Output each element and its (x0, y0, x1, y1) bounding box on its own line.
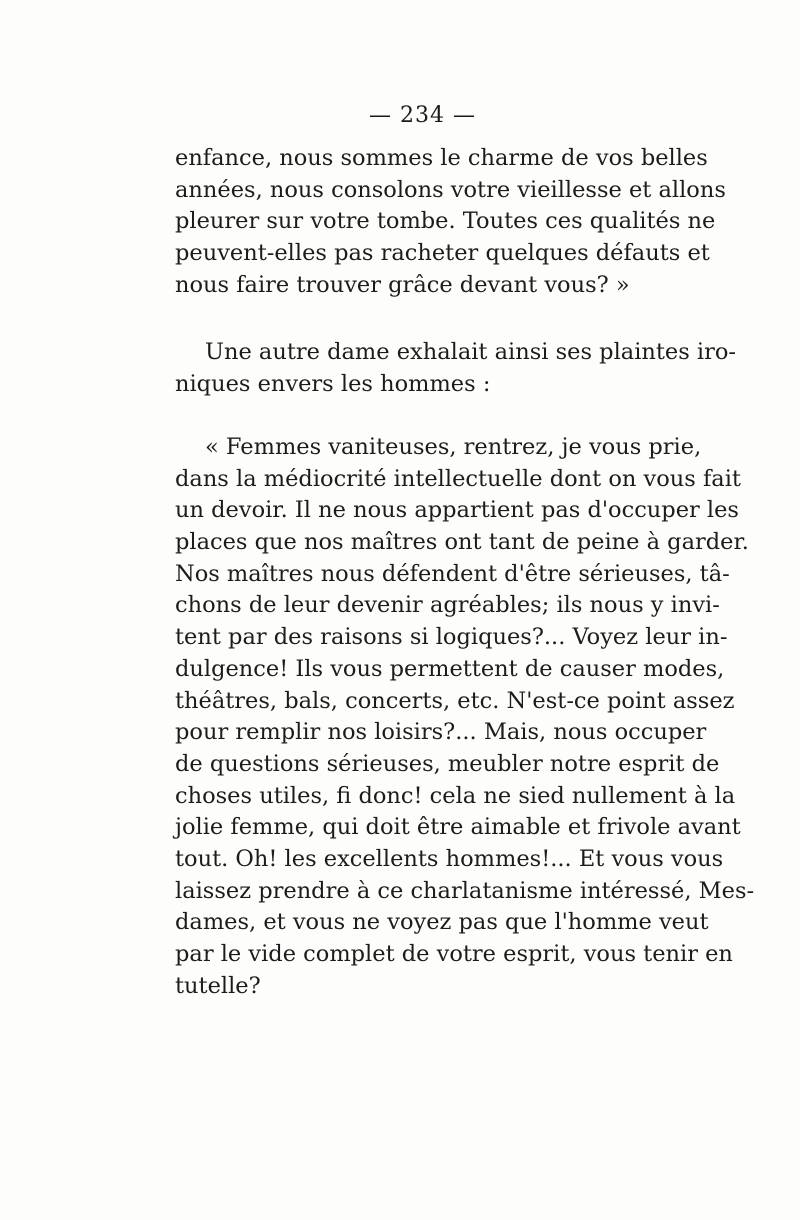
paragraph-continuation (175, 143, 726, 301)
text-line: Nos maîtres nous défendent d'être sérieuses, tâ- (175, 560, 730, 587)
text-line: dames, et vous ne voyez pas que l'homme veut (175, 909, 709, 936)
text-line: Une autre dame exhalait ainsi ses plaintes iro- (205, 339, 737, 365)
text-line: pour remplir nos loisirs?... Mais, nous occuper (175, 719, 707, 746)
paragraph-another-lady (175, 337, 737, 400)
text-line: années, nous consolons votre vieillesse et allons (175, 176, 726, 203)
text-line: chons de leur devenir agréables; ils nous y invi- (175, 592, 720, 619)
text-line: peuvent-elles pas racheter quelques défauts et (175, 240, 710, 267)
text-line: niques envers les hommes : (175, 370, 491, 397)
paragraph-quotation (175, 432, 755, 1002)
text-line: tent par des raisons si logiques?... Voyez leur in- (175, 624, 728, 651)
text-line: tutelle? (175, 972, 261, 999)
page-number: — 234 — (369, 103, 476, 128)
text-line: « Femmes vaniteuses, rentrez, je vous prie, (205, 434, 702, 460)
text-line: un devoir. Il ne nous appartient pas d'occuper les (175, 497, 739, 524)
text-line: places que nos maîtres ont tant de peine à garder. (175, 529, 749, 556)
text-line: de questions sérieuses, meubler notre esprit de (175, 750, 720, 777)
text-line: dulgence! Ils vous permettent de causer modes, (175, 655, 725, 682)
text-line: dans la médiocrité intellectuelle dont on vous fait (175, 465, 741, 492)
text-line: laissez prendre à ce charlatanisme intéressé, Mes- (175, 877, 755, 904)
text-line: par le vide complet de votre esprit, vous tenir en (175, 941, 733, 967)
text-line: choses utiles, fi donc! cela ne sied nullement à la (175, 782, 736, 809)
text-line: jolie femme, qui doit être aimable et frivole avant (175, 814, 741, 841)
text-line: théâtres, bals, concerts, etc. N'est-ce point assez (175, 687, 735, 714)
text-line: enfance, nous sommes le charme de vos belles (175, 145, 708, 171)
text-line: nous faire trouver grâce devant vous? » (175, 271, 630, 298)
text-line: tout. Oh! les excellents hommes!... Et vous vous (175, 845, 724, 872)
text-line: pleurer sur votre tombe. Toutes ces qualités ne (175, 208, 716, 235)
